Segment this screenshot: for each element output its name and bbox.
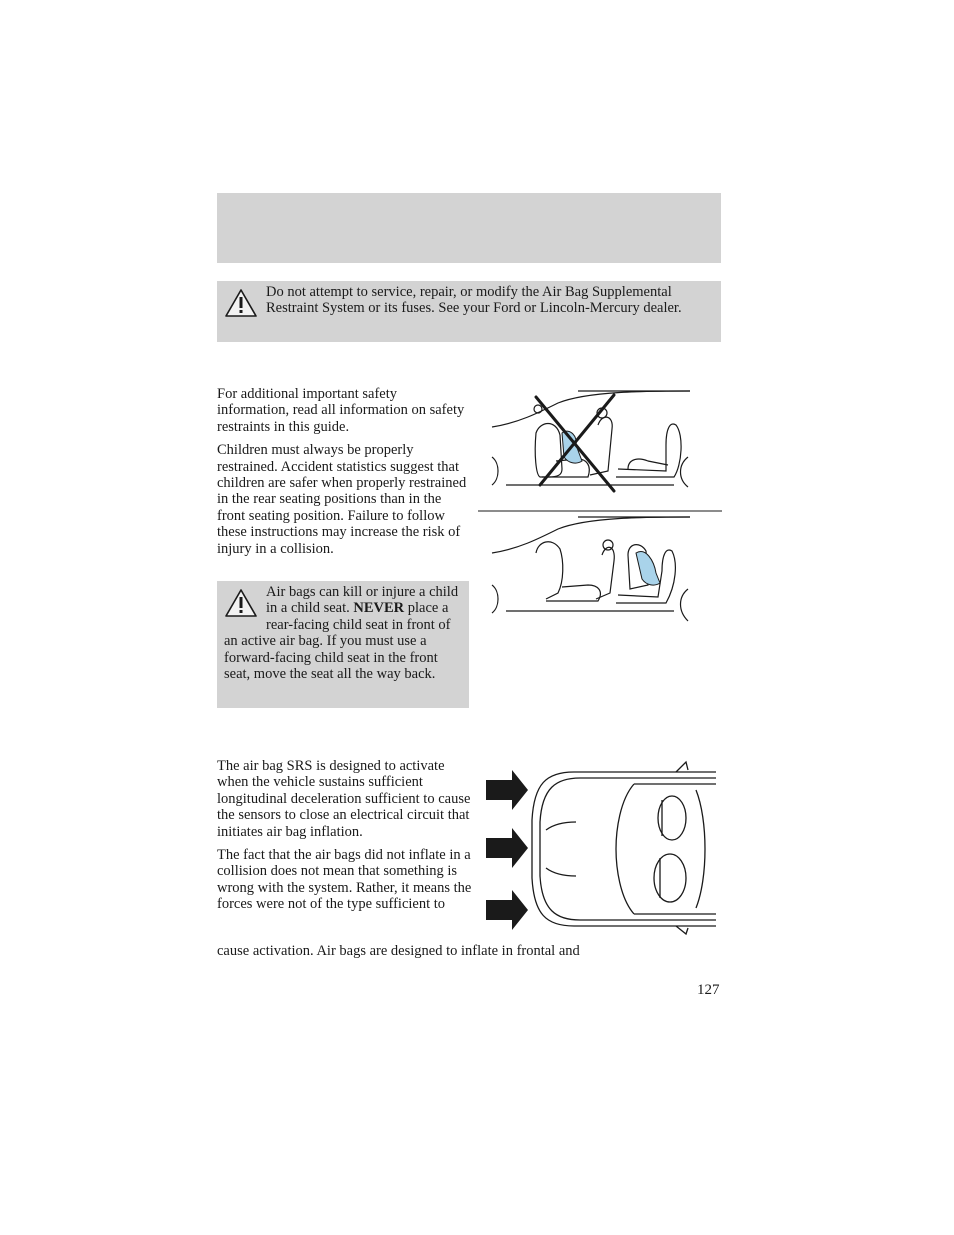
warning-box-service: [217, 281, 721, 342]
child-seat-placement-illustration: [478, 385, 722, 635]
warning-text-service: Do not attempt to service, repair, or modify the Air Bag Supplemental Restraint System or its fuses. See your Ford or Lincoln-Mercury dealer.: [266, 284, 682, 317]
warning-text-child-seat-intro: Air bags can kill or injure a child in a child seat.: [266, 584, 459, 617]
header-band: [217, 193, 721, 263]
warning-text-child-seat-body: place a rear-facing child seat in front of an active air bag. If you must use a forward-facing child seat in the front seat, move the seat all the way back.: [224, 600, 451, 683]
page-number: 127: [697, 982, 720, 998]
paragraph-children-restrained: Children must always be properly restrained. Accident statistics suggest that children are safer when properly restrained in the rear seating positions than in the front seating position. Failure to follow these instructions may increase the risk of injury in a collision.: [217, 442, 467, 557]
warning-triangle-icon: [224, 288, 258, 318]
frontal-impact-illustration: [484, 760, 720, 938]
warning-emphasis-never: NEVER: [353, 600, 405, 617]
warning-triangle-icon: [224, 588, 258, 618]
arrow-right-icon: [486, 828, 528, 868]
warning-box-child-seat: [217, 581, 469, 708]
paragraph-srs-design: The air bag SRS is designed to activate when the vehicle sustains sufficient longitudinal deceleration sufficient to cause the sensors to close an electrical circuit that initiates air bag inflation.: [217, 758, 471, 840]
section-child-safety: [217, 386, 472, 564]
arrow-right-icon: [486, 770, 528, 810]
section-srs-activation: [217, 758, 472, 913]
arrow-right-icon: [486, 890, 528, 930]
paragraph-no-inflation: The fact that the air bags did not inflate in a collision does not mean that something is wrong with the system. Rather, it means the forces were not of the type sufficient to: [217, 847, 472, 913]
paragraph-no-inflation-continued: cause activation. Air bags are designed to inflate in frontal and: [217, 943, 580, 959]
paragraph-safety-info: For additional important safety information, read all information on safety restraints in this guide.: [217, 386, 465, 435]
